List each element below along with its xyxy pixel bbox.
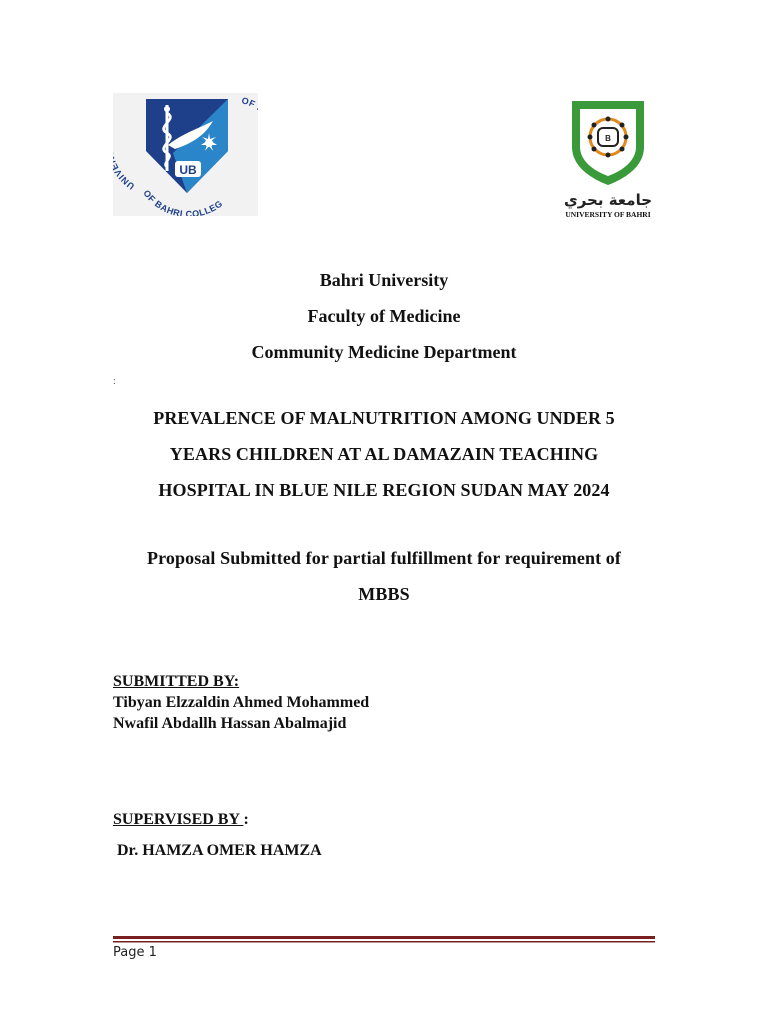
seal-initials: UB <box>179 163 197 177</box>
submitter-name-2: Nwafil Abdallh Hassan Abalmajid <box>113 715 347 732</box>
university-name: Bahri University <box>319 270 449 290</box>
svg-text:B: B <box>605 134 611 143</box>
college-of-medicine-seal-icon <box>113 93 258 216</box>
submitter-name-1: Tibyan Elzzaldin Ahmed Mohammed <box>113 694 370 711</box>
title-line-1: PREVALENCE OF MALNUTRITION AMONG UNDER 5 <box>153 408 615 428</box>
svg-text:OF MEDICINE: OF <box>240 95 257 110</box>
college-of-medicine-logo <box>113 93 258 216</box>
proposal-line-1: Proposal Submitted for partial fulfillment for requirement of <box>147 548 621 568</box>
supervised-by-colon: : <box>243 811 249 828</box>
proposal-line-2: MBBS <box>358 584 410 604</box>
submitted-by-label: SUBMITTED BY: <box>113 673 240 690</box>
svg-text:UNIVERSITY: UNIV <box>113 167 137 192</box>
university-of-bahri-shield-icon <box>560 95 656 220</box>
university-of-bahri-logo <box>560 95 656 220</box>
logo-caption: UNIVERSITY OF BAHRI <box>565 210 651 219</box>
supervised-by-label-text: SUPERVISED BY <box>113 811 244 828</box>
supervisor-name: Dr. HAMZA OMER HAMZA <box>113 842 322 859</box>
footer-rule <box>113 936 655 944</box>
svg-text:OF BAHRI COLLEGE: OF BAHRI COLLEG <box>141 188 225 216</box>
logo-arabic-text: جامعة بحري <box>563 191 653 209</box>
title-line-3: HOSPITAL IN BLUE NILE REGION SUDAN MAY 2024 <box>158 480 610 500</box>
title-line-2: YEARS CHILDREN AT AL DAMAZAIN TEACHING <box>169 444 599 464</box>
page-number: Page 1 <box>113 945 157 960</box>
department-name: Community Medicine Department <box>251 342 517 362</box>
faculty-name: Faculty of Medicine <box>307 306 461 326</box>
stray-colon: : <box>113 376 116 387</box>
supervised-by-label <box>113 811 249 829</box>
